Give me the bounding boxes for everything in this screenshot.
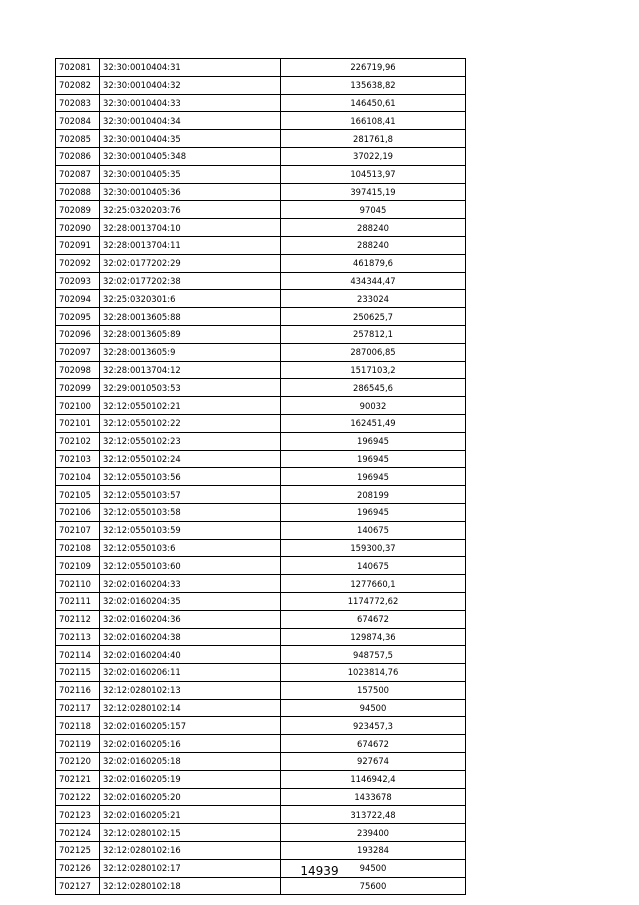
row-value-cell: 37022,19 bbox=[281, 147, 466, 165]
table-row bbox=[56, 414, 466, 432]
table-row bbox=[56, 877, 466, 895]
data-table bbox=[55, 58, 466, 895]
table-row bbox=[56, 361, 466, 379]
row-code-cell: 32:28:0013704:10 bbox=[100, 219, 281, 237]
row-code-cell: 32:30:0010404:33 bbox=[100, 94, 281, 112]
row-code-cell: 32:02:0160204:38 bbox=[100, 628, 281, 646]
row-id-cell: 702114 bbox=[56, 646, 100, 664]
row-id-cell: 702085 bbox=[56, 130, 100, 148]
row-id-cell: 702084 bbox=[56, 112, 100, 130]
row-id-cell: 702113 bbox=[56, 628, 100, 646]
row-id-cell: 702105 bbox=[56, 486, 100, 504]
row-code-cell: 32:12:0280102:15 bbox=[100, 824, 281, 842]
row-value-cell: 196945 bbox=[281, 432, 466, 450]
row-value-cell: 674672 bbox=[281, 735, 466, 753]
table-row bbox=[56, 486, 466, 504]
row-code-cell: 32:12:0550103:58 bbox=[100, 503, 281, 521]
row-code-cell: 32:02:0160205:18 bbox=[100, 753, 281, 771]
table-row bbox=[56, 592, 466, 610]
row-code-cell: 32:30:0010405:348 bbox=[100, 147, 281, 165]
row-value-cell: 140675 bbox=[281, 521, 466, 539]
row-id-cell: 702094 bbox=[56, 290, 100, 308]
row-value-cell: 927674 bbox=[281, 753, 466, 771]
row-value-cell: 948757,5 bbox=[281, 646, 466, 664]
row-value-cell: 1146942,4 bbox=[281, 770, 466, 788]
row-code-cell: 32:12:0550103:6 bbox=[100, 539, 281, 557]
row-id-cell: 702111 bbox=[56, 592, 100, 610]
row-id-cell: 702097 bbox=[56, 343, 100, 361]
table-row bbox=[56, 130, 466, 148]
table-row bbox=[56, 254, 466, 272]
row-value-cell: 1174772,62 bbox=[281, 592, 466, 610]
row-code-cell: 32:02:0160205:20 bbox=[100, 788, 281, 806]
row-value-cell: 129874,36 bbox=[281, 628, 466, 646]
row-id-cell: 702082 bbox=[56, 76, 100, 94]
table-row bbox=[56, 379, 466, 397]
row-code-cell: 32:30:0010405:35 bbox=[100, 165, 281, 183]
row-id-cell: 702090 bbox=[56, 219, 100, 237]
row-id-cell: 702110 bbox=[56, 575, 100, 593]
row-code-cell: 32:12:0550103:60 bbox=[100, 557, 281, 575]
table-row bbox=[56, 165, 466, 183]
row-id-cell: 702089 bbox=[56, 201, 100, 219]
row-id-cell: 702125 bbox=[56, 842, 100, 860]
table-row bbox=[56, 788, 466, 806]
row-code-cell: 32:29:0010503:53 bbox=[100, 379, 281, 397]
table-row bbox=[56, 717, 466, 735]
table-row bbox=[56, 735, 466, 753]
table-row bbox=[56, 343, 466, 361]
table-row bbox=[56, 753, 466, 771]
row-value-cell: 434344,47 bbox=[281, 272, 466, 290]
table-row bbox=[56, 806, 466, 824]
row-code-cell: 32:02:0160204:33 bbox=[100, 575, 281, 593]
row-value-cell: 193284 bbox=[281, 842, 466, 860]
row-value-cell: 135638,82 bbox=[281, 76, 466, 94]
row-id-cell: 702107 bbox=[56, 521, 100, 539]
table-row bbox=[56, 539, 466, 557]
row-code-cell: 32:12:0280102:17 bbox=[100, 859, 281, 877]
row-id-cell: 702127 bbox=[56, 877, 100, 895]
row-id-cell: 702095 bbox=[56, 308, 100, 326]
row-value-cell: 288240 bbox=[281, 219, 466, 237]
row-value-cell: 208199 bbox=[281, 486, 466, 504]
table-row bbox=[56, 610, 466, 628]
table-row bbox=[56, 557, 466, 575]
table-row bbox=[56, 147, 466, 165]
row-code-cell: 32:12:0550103:57 bbox=[100, 486, 281, 504]
row-code-cell: 32:28:0013605:88 bbox=[100, 308, 281, 326]
row-value-cell: 157500 bbox=[281, 681, 466, 699]
row-value-cell: 196945 bbox=[281, 468, 466, 486]
row-id-cell: 702102 bbox=[56, 432, 100, 450]
row-value-cell: 233024 bbox=[281, 290, 466, 308]
table-row bbox=[56, 681, 466, 699]
row-id-cell: 702122 bbox=[56, 788, 100, 806]
row-value-cell: 286545,6 bbox=[281, 379, 466, 397]
row-value-cell: 313722,48 bbox=[281, 806, 466, 824]
table-row bbox=[56, 432, 466, 450]
row-value-cell: 196945 bbox=[281, 503, 466, 521]
row-code-cell: 32:12:0280102:16 bbox=[100, 842, 281, 860]
row-id-cell: 702115 bbox=[56, 664, 100, 682]
row-id-cell: 702098 bbox=[56, 361, 100, 379]
row-value-cell: 75600 bbox=[281, 877, 466, 895]
row-value-cell: 461879,6 bbox=[281, 254, 466, 272]
row-code-cell: 32:02:0160205:19 bbox=[100, 770, 281, 788]
table-row bbox=[56, 201, 466, 219]
row-value-cell: 196945 bbox=[281, 450, 466, 468]
row-value-cell: 1277660,1 bbox=[281, 575, 466, 593]
table-row bbox=[56, 699, 466, 717]
row-id-cell: 702101 bbox=[56, 414, 100, 432]
row-code-cell: 32:28:0013704:12 bbox=[100, 361, 281, 379]
row-id-cell: 702103 bbox=[56, 450, 100, 468]
row-id-cell: 702108 bbox=[56, 539, 100, 557]
row-code-cell: 32:12:0550102:24 bbox=[100, 450, 281, 468]
page-number: 14939 bbox=[300, 864, 339, 878]
table-row bbox=[56, 450, 466, 468]
table-row bbox=[56, 842, 466, 860]
row-value-cell: 94500 bbox=[281, 859, 466, 877]
row-code-cell: 32:02:0177202:29 bbox=[100, 254, 281, 272]
row-id-cell: 702087 bbox=[56, 165, 100, 183]
row-value-cell: 281761,8 bbox=[281, 130, 466, 148]
row-value-cell: 146450,61 bbox=[281, 94, 466, 112]
row-code-cell: 32:02:0160204:40 bbox=[100, 646, 281, 664]
row-id-cell: 702116 bbox=[56, 681, 100, 699]
table-row bbox=[56, 112, 466, 130]
row-id-cell: 702088 bbox=[56, 183, 100, 201]
row-value-cell: 239400 bbox=[281, 824, 466, 842]
row-id-cell: 702100 bbox=[56, 397, 100, 415]
row-id-cell: 702099 bbox=[56, 379, 100, 397]
row-code-cell: 32:12:0550103:59 bbox=[100, 521, 281, 539]
table-row bbox=[56, 628, 466, 646]
table-row bbox=[56, 770, 466, 788]
row-value-cell: 287006,85 bbox=[281, 343, 466, 361]
row-code-cell: 32:02:0177202:38 bbox=[100, 272, 281, 290]
row-value-cell: 288240 bbox=[281, 236, 466, 254]
table-row bbox=[56, 94, 466, 112]
row-code-cell: 32:25:0320301:6 bbox=[100, 290, 281, 308]
row-code-cell: 32:28:0013605:89 bbox=[100, 325, 281, 343]
row-value-cell: 397415,19 bbox=[281, 183, 466, 201]
row-value-cell: 159300,37 bbox=[281, 539, 466, 557]
row-value-cell: 94500 bbox=[281, 699, 466, 717]
table-row bbox=[56, 468, 466, 486]
table-row bbox=[56, 646, 466, 664]
row-id-cell: 702118 bbox=[56, 717, 100, 735]
row-code-cell: 32:30:0010404:34 bbox=[100, 112, 281, 130]
row-id-cell: 702121 bbox=[56, 770, 100, 788]
row-value-cell: 257812,1 bbox=[281, 325, 466, 343]
row-id-cell: 702096 bbox=[56, 325, 100, 343]
row-code-cell: 32:12:0280102:18 bbox=[100, 877, 281, 895]
row-id-cell: 702120 bbox=[56, 753, 100, 771]
row-value-cell: 1023814,76 bbox=[281, 664, 466, 682]
row-code-cell: 32:12:0280102:14 bbox=[100, 699, 281, 717]
row-id-cell: 702112 bbox=[56, 610, 100, 628]
row-code-cell: 32:12:0550102:21 bbox=[100, 397, 281, 415]
row-code-cell: 32:28:0013704:11 bbox=[100, 236, 281, 254]
row-code-cell: 32:12:0280102:13 bbox=[100, 681, 281, 699]
table-row bbox=[56, 236, 466, 254]
row-id-cell: 702083 bbox=[56, 94, 100, 112]
row-id-cell: 702092 bbox=[56, 254, 100, 272]
row-code-cell: 32:30:0010404:31 bbox=[100, 59, 281, 77]
row-id-cell: 702119 bbox=[56, 735, 100, 753]
table-row bbox=[56, 325, 466, 343]
row-code-cell: 32:12:0550102:22 bbox=[100, 414, 281, 432]
row-value-cell: 1517103,2 bbox=[281, 361, 466, 379]
table-row bbox=[56, 664, 466, 682]
table-row bbox=[56, 290, 466, 308]
table-row bbox=[56, 183, 466, 201]
row-code-cell: 32:02:0160204:35 bbox=[100, 592, 281, 610]
row-code-cell: 32:02:0160206:11 bbox=[100, 664, 281, 682]
row-id-cell: 702124 bbox=[56, 824, 100, 842]
table-row bbox=[56, 397, 466, 415]
row-id-cell: 702106 bbox=[56, 503, 100, 521]
row-code-cell: 32:28:0013605:9 bbox=[100, 343, 281, 361]
row-id-cell: 702126 bbox=[56, 859, 100, 877]
row-id-cell: 702091 bbox=[56, 236, 100, 254]
row-code-cell: 32:02:0160204:36 bbox=[100, 610, 281, 628]
table-row bbox=[56, 575, 466, 593]
row-value-cell: 104513,97 bbox=[281, 165, 466, 183]
row-code-cell: 32:12:0550103:56 bbox=[100, 468, 281, 486]
row-id-cell: 702093 bbox=[56, 272, 100, 290]
table-body bbox=[56, 59, 466, 895]
row-code-cell: 32:12:0550102:23 bbox=[100, 432, 281, 450]
table-row bbox=[56, 308, 466, 326]
row-code-cell: 32:02:0160205:21 bbox=[100, 806, 281, 824]
table-row bbox=[56, 521, 466, 539]
row-value-cell: 166108,41 bbox=[281, 112, 466, 130]
table-row bbox=[56, 59, 466, 77]
row-value-cell: 140675 bbox=[281, 557, 466, 575]
row-value-cell: 90032 bbox=[281, 397, 466, 415]
row-value-cell: 1433678 bbox=[281, 788, 466, 806]
table-row bbox=[56, 219, 466, 237]
row-code-cell: 32:25:0320203:76 bbox=[100, 201, 281, 219]
row-id-cell: 702123 bbox=[56, 806, 100, 824]
table-row bbox=[56, 503, 466, 521]
row-code-cell: 32:30:0010405:36 bbox=[100, 183, 281, 201]
row-id-cell: 702081 bbox=[56, 59, 100, 77]
row-value-cell: 162451,49 bbox=[281, 414, 466, 432]
row-value-cell: 97045 bbox=[281, 201, 466, 219]
row-code-cell: 32:30:0010404:35 bbox=[100, 130, 281, 148]
row-value-cell: 250625,7 bbox=[281, 308, 466, 326]
row-value-cell: 674672 bbox=[281, 610, 466, 628]
row-id-cell: 702109 bbox=[56, 557, 100, 575]
row-code-cell: 32:30:0010404:32 bbox=[100, 76, 281, 94]
row-id-cell: 702117 bbox=[56, 699, 100, 717]
table-row bbox=[56, 272, 466, 290]
row-code-cell: 32:02:0160205:16 bbox=[100, 735, 281, 753]
row-code-cell: 32:02:0160205:157 bbox=[100, 717, 281, 735]
table-row bbox=[56, 824, 466, 842]
row-value-cell: 923457,3 bbox=[281, 717, 466, 735]
row-id-cell: 702104 bbox=[56, 468, 100, 486]
row-value-cell: 226719,96 bbox=[281, 59, 466, 77]
table-row bbox=[56, 76, 466, 94]
row-id-cell: 702086 bbox=[56, 147, 100, 165]
